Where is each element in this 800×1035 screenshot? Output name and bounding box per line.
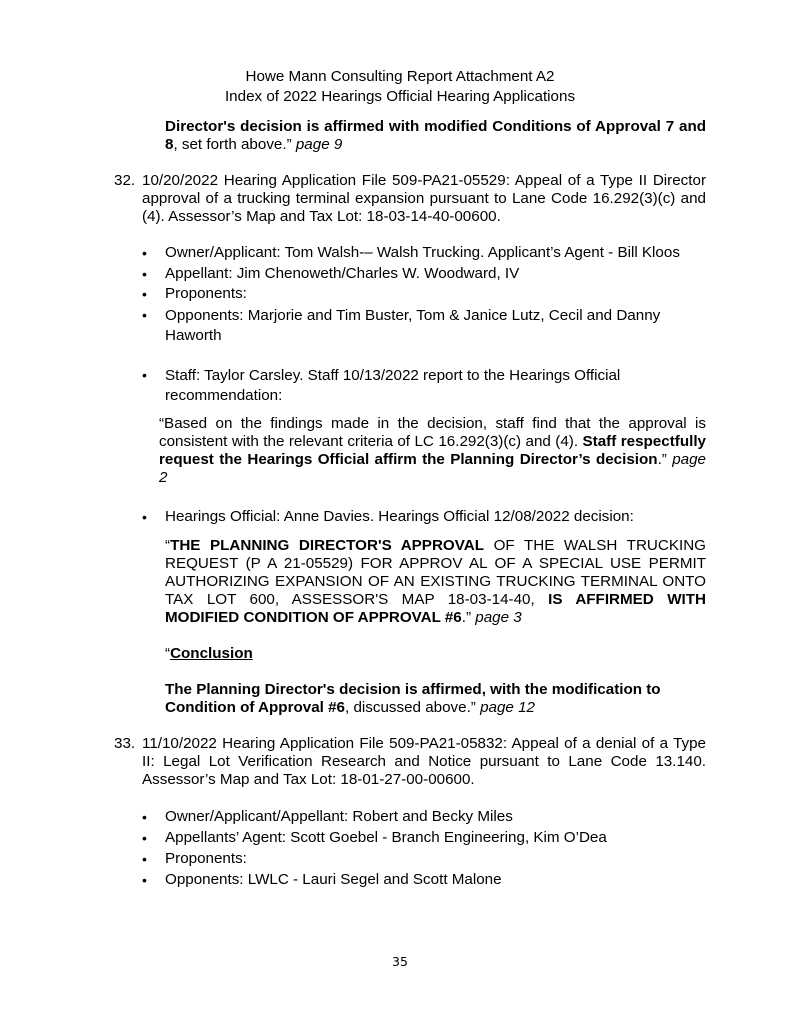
header-subtitle: Index of 2022 Hearings Official Hearing Applications (224, 88, 576, 105)
list-item: Appellant: Jim Chenoweth/Charles W. Woodward, IV (165, 265, 520, 282)
staff-quote: “Based on the findings made in the decision, staff find that the approval is consistent with the relevant criteria of LC 16.292(3)(c) and (4). Staff respectfully request the Hearings Official affirm the Planning Director’s decision.” page 2 (159, 415, 706, 486)
bullet-marker (142, 265, 147, 284)
continuation-text: Director's decision is affirmed with modified Conditions of Approval 7 and 8, set forth above.” page 9 (165, 118, 706, 153)
page-number: 35 (392, 954, 408, 969)
conclusion-heading: “Conclusion (165, 645, 253, 662)
list-item: Opponents: Marjorie and Tim Buster, Tom & Janice Lutz, Cecil and Danny Haworth (165, 307, 661, 344)
page-header (0, 67, 800, 107)
hearings-official-bullet: Hearings Official: Anne Davies. Hearings Official 12/08/2022 decision: (165, 508, 634, 525)
conclusion-text: The Planning Director's decision is affirmed, with the modification to Condition of Approval #6, discussed above.” page 12 (165, 681, 661, 716)
bullet-marker (142, 285, 147, 304)
bullet-marker (142, 808, 147, 827)
bullet-marker (142, 850, 147, 869)
bullet-marker (142, 871, 147, 890)
item-number: 32. (114, 172, 136, 189)
list-item: Opponents: LWLC - Lauri Segel and Scott Malone (165, 871, 502, 888)
list-item: Proponents: (165, 850, 247, 867)
list-item: Owner/Applicant: Tom Walsh-– Walsh Trucking. Applicant’s Agent - Bill Kloos (165, 244, 680, 261)
item-number: 33. (114, 735, 136, 752)
list-item: Proponents: (165, 285, 247, 302)
bullet-marker (142, 508, 147, 527)
bullet-marker (142, 306, 147, 325)
bullet-marker (142, 244, 147, 263)
hearings-official-quote: “THE PLANNING DIRECTOR'S APPROVAL OF THE WALSH TRUCKING REQUEST (P A 21-05529) FOR APPROV AL OF A SPECIAL USE PERMIT AUTHORIZING EXPANSION OF AN EXISTING TRUCKING TERMINAL ONTO TAX LOT 600, ASSESSOR'S MAP 18-03-14-40, IS AFFIRMED WITH MODIFIED CONDITION OF APPROVAL #6.” page 3 (165, 537, 706, 626)
list-item: Appellants’ Agent: Scott Goebel - Branch Engineering, Kim O’Dea (165, 829, 607, 846)
bullet-marker (142, 366, 147, 385)
list-item: Owner/Applicant/Appellant: Robert and Becky Miles (165, 808, 513, 825)
header-title: Howe Mann Consulting Report Attachment A2 (245, 68, 555, 85)
item-description: 11/10/2022 Hearing Application File 509-PA21-05832: Appeal of a denial of a Type II: Legal Lot Verification Research and Notice pursuant to Lane Code 13.140. Assessor’s Map and Tax Lot: 18-01-27-00-00600. (142, 735, 706, 788)
item-description: 10/20/2022 Hearing Application File 509-PA21-05529: Appeal of a Type II Director approval of a trucking terminal expansion pursuant to Lane Code 16.292(3)(c) and (4). Assessor’s Map and Tax Lot: 18-03-14-40-00600. (142, 172, 706, 225)
bullet-marker (142, 829, 147, 848)
staff-bullet: Staff: Taylor Carsley. Staff 10/13/2022 report to the Hearings Official recommendation: (165, 367, 621, 404)
